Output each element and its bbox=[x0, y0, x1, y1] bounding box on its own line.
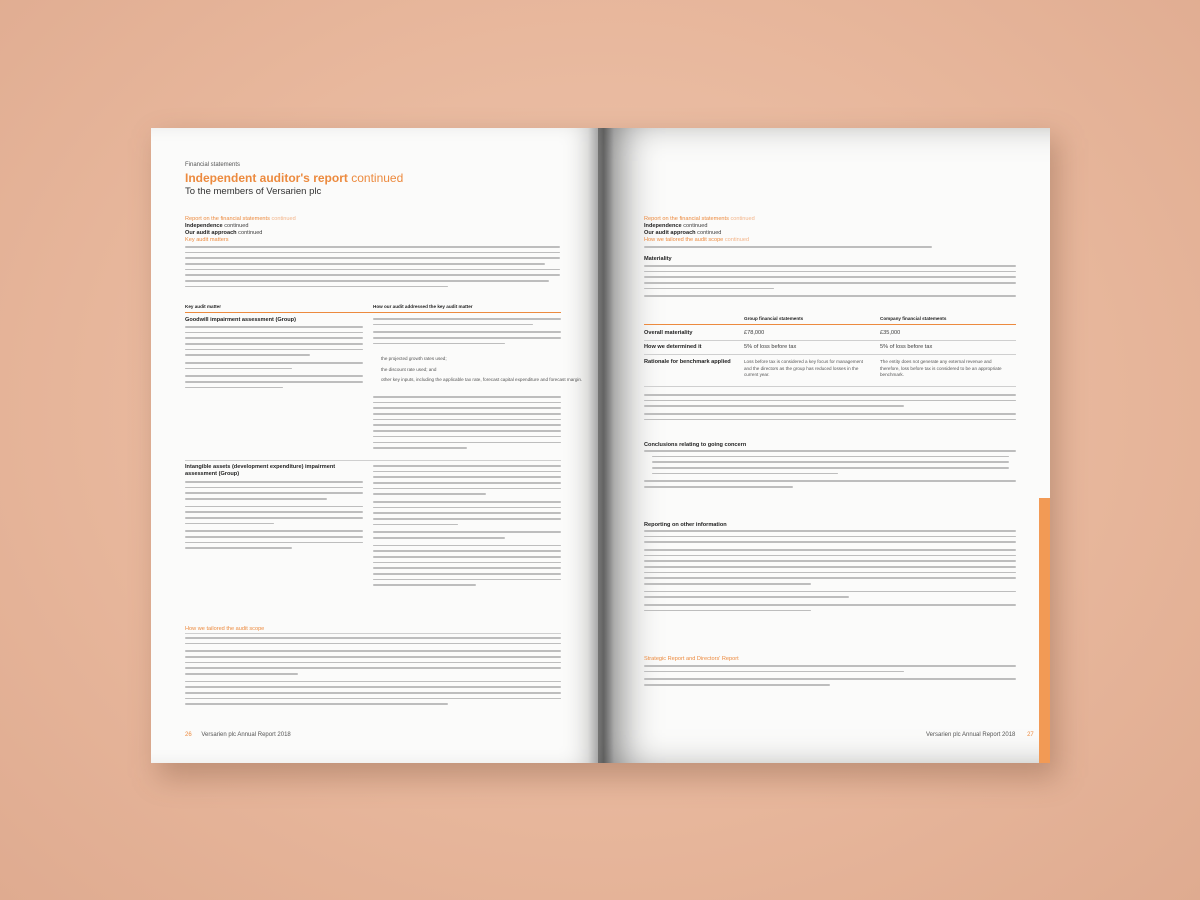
section-rule bbox=[185, 633, 561, 634]
bullet-other-inputs: other key inputs, including the applicable tax rate, forecast capital expenditure and forecast margin. bbox=[381, 377, 583, 382]
matter-intangibles-title: Intangible assets (development expenditure) impairment assessment (Group) bbox=[185, 464, 336, 477]
row-rationale-group: Loss before tax is considered a key focus for management and the directors as the group has reduced losses in the current year. bbox=[744, 359, 863, 377]
report-heading: Report on the financial statements continued bbox=[185, 216, 296, 222]
matter-intangibles-text bbox=[185, 481, 363, 553]
independence-heading: Independence continued bbox=[185, 223, 249, 229]
row-rule bbox=[644, 386, 1016, 387]
row-overall-group: £78,000 bbox=[744, 330, 765, 336]
approach-heading: Our audit approach continued bbox=[185, 230, 263, 236]
footer bbox=[185, 732, 291, 738]
left-page bbox=[151, 128, 598, 763]
table-rule bbox=[185, 312, 561, 313]
other-info-heading: Reporting on other information bbox=[644, 522, 727, 528]
footer-text-right: Versarien plc Annual Report 2018 bbox=[926, 732, 1016, 738]
col-how-addressed: How our audit addressed the key audit matter bbox=[373, 304, 473, 309]
matter-goodwill-title: Goodwill impairment assessment (Group) bbox=[185, 317, 296, 323]
bullet-growth-rates: the projected growth rates used; bbox=[381, 356, 447, 361]
row-overall-label: Overall materiality bbox=[644, 330, 693, 336]
goodwill-response-text bbox=[373, 318, 561, 348]
tailored-text-right bbox=[644, 246, 1004, 252]
section-tab bbox=[1039, 498, 1050, 763]
row-divider bbox=[185, 460, 561, 461]
col-group: Group financial statements bbox=[744, 316, 804, 321]
bullet-discount-rate: the discount rate used; and bbox=[381, 367, 437, 372]
materiality-heading: Materiality bbox=[644, 256, 672, 262]
row-rationale-label: Rationale for benchmark applied bbox=[644, 359, 731, 365]
strategic-report-heading: Strategic Report and Directors' Report bbox=[644, 656, 739, 662]
book-spine bbox=[588, 128, 614, 763]
materiality-table-rule bbox=[644, 324, 1016, 325]
row-how-company: 5% of loss before tax bbox=[880, 344, 933, 350]
page-subtitle: To the members of Versarien plc bbox=[185, 186, 322, 197]
kam-heading: Key audit matters bbox=[185, 237, 229, 243]
right-page bbox=[598, 128, 1050, 763]
row-rule bbox=[644, 354, 1016, 355]
page-number: 26 bbox=[185, 732, 192, 738]
row-rationale-company: The entity does not generate any external revenue and therefore, loss before tax is considered to be an appropriate benchmark. bbox=[880, 359, 1002, 377]
footer-right bbox=[926, 732, 1034, 738]
col-key-audit-matter: Key audit matter bbox=[185, 304, 221, 309]
going-concern-heading: Conclusions relating to going concern bbox=[644, 442, 747, 448]
tailored-heading-right: How we tailored the audit scope continued bbox=[644, 237, 750, 243]
tailored-scope-text bbox=[185, 637, 561, 709]
report-heading-right: Report on the financial statements continued bbox=[644, 216, 755, 222]
going-concern-text bbox=[644, 450, 1016, 492]
footer-text: Versarien plc Annual Report 2018 bbox=[201, 732, 291, 738]
kam-intro-text bbox=[185, 246, 560, 292]
row-how-group: 5% of loss before tax bbox=[744, 344, 797, 350]
approach-heading-right: Our audit approach continued bbox=[644, 230, 722, 236]
page-number-right: 27 bbox=[1027, 732, 1034, 738]
strategic-report-text bbox=[644, 665, 1016, 690]
tailored-scope-heading: How we tailored the audit scope bbox=[185, 626, 265, 632]
page-title: Independent auditor's report continued bbox=[185, 171, 404, 185]
matter-goodwill-text bbox=[185, 326, 363, 392]
section-label: Financial statements bbox=[185, 162, 241, 168]
materiality-text bbox=[644, 265, 1016, 301]
row-how-label: How we determined it bbox=[644, 344, 702, 350]
col-company: Company financial statements bbox=[880, 316, 947, 321]
row-rule bbox=[644, 340, 1016, 341]
independence-heading-right: Independence continued bbox=[644, 223, 708, 229]
intangibles-response-text bbox=[373, 465, 561, 590]
materiality-text-2 bbox=[644, 394, 1016, 424]
goodwill-response-text-2 bbox=[373, 396, 561, 453]
other-info-text bbox=[644, 530, 1016, 615]
row-overall-company: £35,000 bbox=[880, 330, 901, 336]
